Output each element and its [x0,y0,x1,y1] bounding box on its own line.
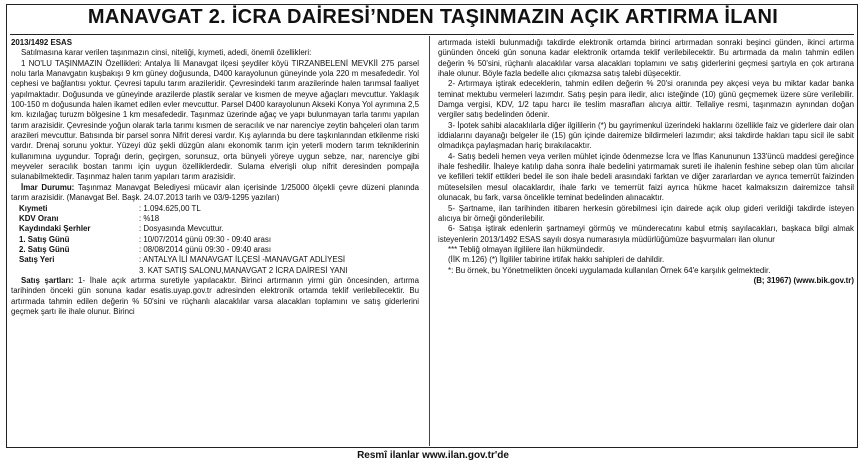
detail-label: 2. Satış Günü [19,244,70,254]
clause-6: 6- Satışa iştirak edenlerin şartnameyi görmüş ve münderecatını kabul etmiş sayılacakları, başkaca bilgi almak isteyenlerin 2013/1492 ESAS sayılı dosya numarasıyla müdürlüğümüze başvurmaları ilan olunur [438,224,854,244]
detail-row [11,255,419,276]
ad-title: MANAVGAT 2. İCRA DAİRESİ’NDEN TAŞINMAZIN AÇIK ARTIRMA İLANI [87,6,779,28]
zoning-text: Taşınmaz Manavgat Belediyesi mücavir alan içerisinde 1/25000 ölçekli çevre düzeni planında tarım arazisidir. (Manavgat Bel. Başk. 24.07.2013 tarih ve 03/9-1295 yazıları) [11,182,419,203]
intro-paragraph: Satılmasına karar verilen taşınmazın cinsi, niteliği, kıymeti, adedi, önemli özellikleri: [21,48,312,58]
left-column [11,38,419,444]
clause-2: 2- Artırmaya iştirak edeceklerin, tahmin edilen değerin % 20'si oranında pey akçesi veya bu miktar kadar banka teminat mektubu vermeleri lazımdır. Satış peşin para iledir, alıcı isteğinde (10) günü geçmemek üzere süre verilebilir. Damga vergisi, KDV, 1/2 tapu harcı ile teslim masrafları alıcıya aittir. Tellaliye resmi, taşınmazın aynından doğan vergiler satış bedelinden ödenir. [438,79,854,120]
publication-reference: (B; 31967) (www.bik.gov.tr) [753,275,854,285]
zoning-paragraph [11,183,419,204]
sale-place-line-1: : ANTALYA İLİ MANAVGAT İLÇESİ -MANAVGAT ADLİYESİ [139,255,346,265]
zoning-label: İmar Durumu: [21,182,75,192]
detail-value: : 10/07/2014 günü 09:30 - 09:40 arası [139,234,272,244]
footer-note: Resmî ilanlar www.ilan.gov.tr'de [357,450,509,461]
terms-paragraph [11,276,419,317]
terms-label: Satış şartları: [21,275,74,285]
note-3: *: Bu örnek, bu Yönetmelikten önceki uygulamada kullanılan Örnek 64'e karşılık gelmektedir. [448,265,771,275]
sale-place-line-2: 3. KAT SATIŞ SALONU,MANAVGAT 2 İCRA DAİRESİ YANI [139,265,348,275]
detail-row [11,235,419,245]
detail-value: : Dosyasında Mevcuttur. [139,224,224,234]
detail-label: 1. Satış Günü [19,234,70,244]
detail-label: Kıymeti [19,203,48,213]
terms-continued: artırmada istekli bulunmadığı takdirde elektronik ortamda birinci artırmadan sonraki beşinci günden, ikinci artırma gününden önceki gün sonuna kadar elektronik ortamda teklif verilebilecektir. Bu artırmada da malın tahmin edilen değerin % 50'sini, rüçhanlı alacaklılar varsa alacakları toplamını ve satış giderlerini geçmesi şartıyla en çok artırana ihale olunur. Böyle fazla bedelle alıcı çıkmazsa satış talebi düşecektir. [438,38,854,79]
note-1: *** Tebliğ olmayan ilgililere ilan hükmündedir. [448,244,605,254]
clause-4: 4- Satış bedeli hemen veya verilen mühlet içinde ödenmezse İcra ve İflas Kanununun 133'üncü maddesi gereğince ihale feshedilir. İhaleye katılıp daha sonra ihale bedelini yatırmamak sureti ile ihalenin feshine sebep olan tüm alıcılar ve kefilleri teklif ettikleri bedel ile son ihale bedeli arasındaki farktan ve diğer zararlardan ve ayrıca temerrüt faizinden müteselsilen mesul olacaklardır, ihale farkı ve temerrüt faizi ayrıca hükme hacet kalmaksızın dairemizce tahsil olunacak, bu fark, varsa öncelikle teminat bedelinden alınacaktır. [438,151,854,203]
column-divider [429,36,430,446]
terms-text: 1- İhale açık artırma suretiyle yapılacaktır. Birinci artırmanın yirmi gün öncesinden, artırma tarihinden önceki gün sonuna kadar esatis.uyap.gov.tr adresinden elektronik ortamda teklif verilebilecektir. Bu artırmada tahmin edilen değerin % 50'sini ve rüçhanlı alacaklılar varsa alacakları toplamını ve satış giderlerini geçmek şartı ile ihale olunur. Birinci [11,275,419,316]
clause-5: 5- Şartname, ilan tarihinden itibaren herkesin görebilmesi için dairede açık olup gideri verildiği takdirde isteyen alıcıya bir örneği gönderilebilir. [438,203,854,223]
property-description: 1 NO'LU TAŞINMAZIN Özellikleri: Antalya İli Manavgat ilçesi şeydiler köyü TIRZANBELENİ MEVKİİ 275 parsel nolu tarla Manavgatın kuşbakışı 9 km güney doğusunda, D400 karayolunun güneyinde yola 220 m mesafededir. Yol cephesi ve bağlantısı yoktur. Çevresi tapulu tarım arazileridir. Çevresindeki tarım arazilerinde halen tarımsal faaliyet yapılmaktadır. Doğusunda ve güneyinde arazilerde plastik seralar ve kısmen de meyve ağaçları mevcuttur. Yaklaşık 100-150 m doğusunda halen ikamet edilen evler mevcuttur. Parsel D400 karayolunun Akseki Konya Yol ayrımına 2,5 km. kızılağaç turuzm bölgesine 1 km mesafededir. Taşınmaz üzerinde ağaç ve yapı bulunmayan tarla tarımı yapılan tarım arazisidir. Çevresinde yoğun olarak tarla tarımı kısmen de seracılık ve nar narenciye zeytin bahçeleri olan tarım arazileri mevcuttur. Batısında bir parsel sonra Nifrit deresi vardır. Kış aylarında bu dere taşkınlarından etkilenme riski vardır. Drenaj sorunu yoktur. Yüzeyi düz şekli düzgün alanı ekonomik tarım için yeterli modern tarım tekniklerinin kullanımına uygundur. Toprağı derin, geçirgen, sorunsuz, orta bünyeli yöreye uygun sebze, nar, narenciye gibi meyveler seracılık bostan tarımı için uygun özelliklerdedir. Sulama elverişli olup nifrit deresinden pompajla sulanabilmektedir. Taşınmaz halen tarım yapıları tarım arazisidir. [11,58,419,182]
file-number: 2013/1492 ESAS [11,38,72,47]
clause-3: 3- İpotek sahibi alacaklılarla diğer ilgililerin (*) bu gayrimenkul üzerindeki haklarını özellikle faiz ve giderlere dair olan iddialarını dayanağı belgeler ile (15) gün içinde dairemize bildirmeleri lazımdır; aksi takdirde hakları tapu sicil ile sabit olmadıkça paylaşmadan hariç bırakılacaktır. [438,120,854,151]
note-2: (İİK m.126) (*) İlgililer tabirine irtifak hakkı sahipleri de dahildir. [448,255,665,265]
title-divider [10,34,854,35]
detail-row [11,204,419,214]
detail-label: Satış Yeri [19,255,55,265]
detail-value: : 1.094.625,00 TL [139,203,201,213]
detail-row [11,224,419,234]
detail-label: KDV Oranı [19,213,59,223]
detail-value: : %18 [139,213,160,223]
right-column [438,38,854,444]
detail-value [139,255,419,276]
detail-row [11,214,419,224]
detail-label: Kaydındaki Şerhler [19,224,91,234]
detail-row [11,245,419,255]
detail-value: : 08/08/2014 günü 09:30 - 09:40 arası [139,244,272,254]
